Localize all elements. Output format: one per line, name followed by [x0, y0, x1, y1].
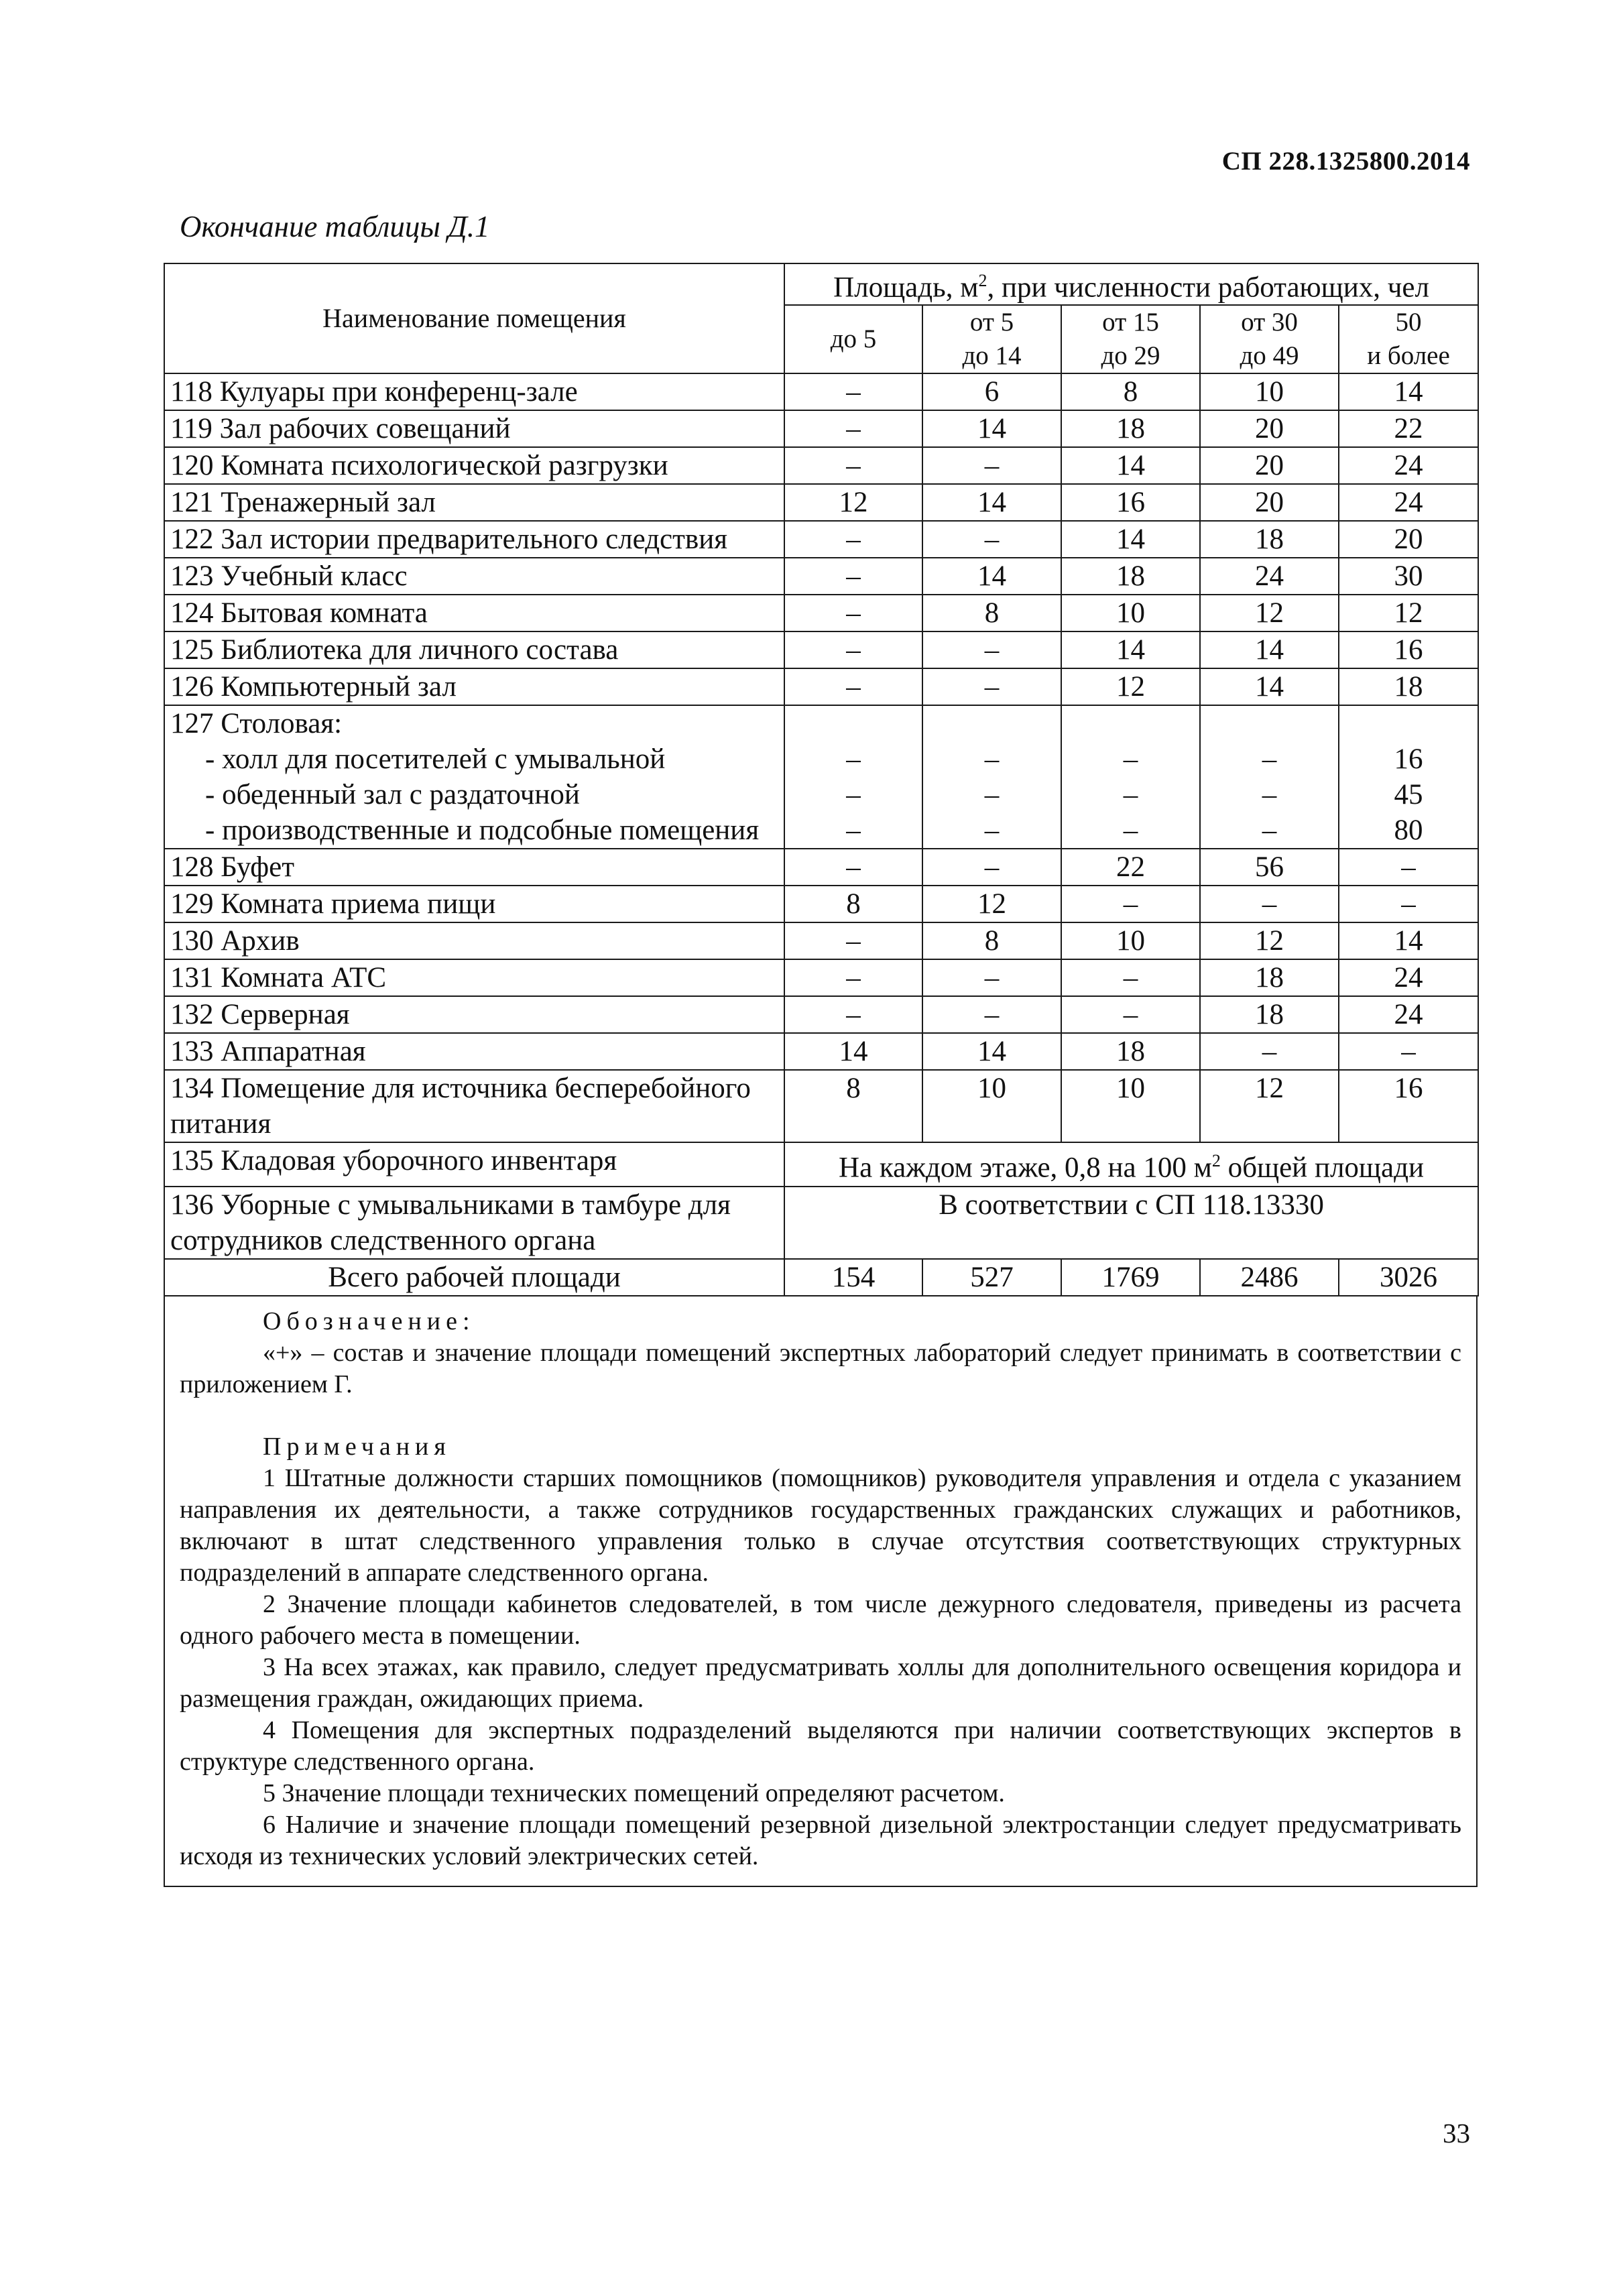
room-name-cell: 120 Комната психологической разгрузки	[164, 447, 784, 484]
value-cell: 24	[1339, 996, 1478, 1033]
table-row	[164, 1033, 1478, 1070]
value-cell: 12	[1200, 922, 1339, 959]
merged-value-cell: В соответствии с СП 118.13330	[784, 1187, 1478, 1259]
value-cell: 10	[1061, 922, 1200, 959]
value-cell: 14	[1061, 521, 1200, 558]
table-row	[164, 484, 1478, 521]
column-header-range	[784, 305, 922, 373]
notes-heading: Примечания	[263, 1432, 451, 1461]
canteen-subitem-value: –	[846, 743, 861, 776]
value-cell: 16	[1339, 631, 1478, 668]
table-row-total	[164, 1259, 1478, 1296]
note-item: 2 Значение площади кабинетов следователей, в том числе дежурного следователя, приведены из расчета одного рабочего места в помещении.	[180, 1589, 1461, 1650]
total-value-cell: 1769	[1061, 1259, 1200, 1296]
value-cell: –	[784, 521, 922, 558]
value-cell: –	[784, 373, 922, 410]
table-row	[164, 631, 1478, 668]
column-header-line-1: от 5	[969, 308, 1014, 337]
note-item: 3 На всех этажах, как правило, следует предусматривать холлы для дополнительного освещения коридора и размещения граждан, ожидающих приема.	[180, 1652, 1461, 1713]
table-row	[164, 922, 1478, 959]
value-cell: –	[784, 922, 922, 959]
value-cell: 18	[1061, 558, 1200, 595]
value-cell: –	[1061, 959, 1200, 996]
total-label-cell: Всего рабочей площади	[164, 1259, 784, 1296]
value-cell	[1339, 705, 1478, 849]
table-row-135	[164, 1142, 1478, 1186]
value-cell: 24	[1200, 558, 1339, 595]
merged-text-prefix: На каждом этаже, 0,8 на 100 м	[839, 1152, 1212, 1184]
column-header-line-1: до 5	[830, 324, 877, 354]
value-cell: 18	[1339, 668, 1478, 705]
value-cell: 8	[784, 1070, 922, 1142]
column-header-line-2: и более	[1367, 341, 1450, 371]
total-value-cell: 2486	[1200, 1259, 1339, 1296]
canteen-subitem-value: –	[1123, 743, 1138, 776]
room-name-cell: 124 Бытовая комната	[164, 595, 784, 631]
value-cell: 22	[1339, 410, 1478, 447]
column-header-line-2: до 14	[962, 341, 1022, 371]
value-cell	[1061, 705, 1200, 849]
room-name-cell: 123 Учебный класс	[164, 558, 784, 595]
value-cell: –	[784, 447, 922, 484]
value-cell: 18	[1061, 410, 1200, 447]
canteen-title: 127 Столовая:	[170, 708, 343, 740]
merged-text-sup: 2	[1211, 1151, 1221, 1171]
column-header-line-2: до 49	[1240, 341, 1299, 371]
value-cell: –	[1200, 886, 1339, 922]
value-cell: –	[922, 447, 1061, 484]
value-cell: –	[922, 521, 1061, 558]
total-value-cell: 3026	[1339, 1259, 1478, 1296]
room-name-cell: 128 Буфет	[164, 849, 784, 886]
table-row	[164, 996, 1478, 1033]
value-cell: 8	[784, 886, 922, 922]
value-cell: 12	[1339, 595, 1478, 631]
value-cell: 20	[1200, 447, 1339, 484]
column-header-line-1: от 30	[1241, 308, 1298, 337]
value-cell: 20	[1200, 484, 1339, 521]
room-name-cell: 122 Зал истории предварительного следствия	[164, 521, 784, 558]
value-cell: 12	[1200, 1070, 1339, 1142]
table-row	[164, 373, 1478, 410]
value-cell: 8	[922, 595, 1061, 631]
value-cell: 10	[922, 1070, 1061, 1142]
canteen-subitem-value: 80	[1394, 814, 1423, 847]
value-cell: 8	[1061, 373, 1200, 410]
room-name-cell: 130 Архив	[164, 922, 784, 959]
room-name-cell: 129 Комната приема пищи	[164, 886, 784, 922]
room-name-cell: 131 Комната АТС	[164, 959, 784, 996]
value-cell	[784, 705, 922, 849]
value-cell: 6	[922, 373, 1061, 410]
spacer-line	[1206, 706, 1333, 741]
value-cell: –	[784, 996, 922, 1033]
room-name-cell: 136 Уборные с умывальниками в тамбуре для сотрудников следственного органа	[164, 1187, 784, 1259]
value-cell	[1200, 705, 1339, 849]
value-cell: –	[1061, 886, 1200, 922]
group-header-suffix: , при численности работающих, чел	[987, 271, 1429, 304]
value-cell: –	[784, 959, 922, 996]
designation-text: «+» – состав и значение площади помещений экспертных лабораторий следует принимать в соответствии с приложением Г.	[180, 1338, 1461, 1398]
value-cell: 14	[922, 410, 1061, 447]
column-header-name: Наименование помещения	[164, 263, 784, 373]
header-row-1	[164, 263, 1478, 305]
value-cell: –	[784, 410, 922, 447]
room-name-cell: 119 Зал рабочих совещаний	[164, 410, 784, 447]
spacer-line	[1345, 706, 1472, 741]
value-cell: –	[922, 631, 1061, 668]
table-row	[164, 1070, 1478, 1142]
room-name-cell: 132 Серверная	[164, 996, 784, 1033]
value-cell: 30	[1339, 558, 1478, 595]
room-name-cell: 125 Библиотека для личного состава	[164, 631, 784, 668]
table-row	[164, 886, 1478, 922]
value-cell: 16	[1061, 484, 1200, 521]
value-cell	[922, 705, 1061, 849]
total-value-cell: 527	[922, 1259, 1061, 1296]
column-group-header	[784, 263, 1478, 305]
note-item: 1 Штатные должности старших помощников (помощников) руководителя управления и отдела с указанием направления их деятельности, а также сотрудников государственных гражданских служащих и работников, включают в штат следственного управления только в случае отсутствия соответствующих структурных подразделений в аппарате следственного органа.	[180, 1463, 1461, 1587]
room-name-cell: 135 Кладовая уборочного инвентаря	[164, 1142, 784, 1186]
canteen-subitem-value: 16	[1394, 743, 1423, 776]
room-name-cell: 121 Тренажерный зал	[164, 484, 784, 521]
value-cell: –	[922, 849, 1061, 886]
value-cell: 10	[1061, 595, 1200, 631]
table-container	[164, 263, 1478, 1887]
value-cell: 24	[1339, 484, 1478, 521]
value-cell: 14	[1339, 922, 1478, 959]
value-cell: –	[1339, 849, 1478, 886]
table-body	[164, 373, 1478, 1295]
note-item: 5 Значение площади технических помещений определяют расчетом.	[263, 1778, 1005, 1807]
canteen-subitem-value: –	[984, 743, 1000, 776]
canteen-subitem-value: –	[1123, 779, 1138, 811]
value-cell: –	[1061, 996, 1200, 1033]
column-header-line-1: 50	[1395, 308, 1422, 337]
table-row	[164, 849, 1478, 886]
area-table	[164, 263, 1479, 1296]
value-cell: 12	[784, 484, 922, 521]
value-cell: 56	[1200, 849, 1339, 886]
room-name-cell: 133 Аппаратная	[164, 1033, 784, 1070]
value-cell: –	[1200, 1033, 1339, 1070]
table-row	[164, 521, 1478, 558]
value-cell: 8	[922, 922, 1061, 959]
value-cell: 14	[1200, 631, 1339, 668]
column-header-line-2: до 29	[1101, 341, 1160, 371]
table-row-canteen	[164, 705, 1478, 849]
column-header-range	[1339, 305, 1478, 373]
value-cell: 20	[1200, 410, 1339, 447]
canteen-subitem-value: –	[1262, 743, 1277, 776]
canteen-subitem-value: –	[984, 779, 1000, 811]
value-cell: 12	[922, 886, 1061, 922]
value-cell: 14	[922, 484, 1061, 521]
value-cell: –	[922, 668, 1061, 705]
room-name-cell: 118 Кулуары при конференц-зале	[164, 373, 784, 410]
room-name-cell: 134 Помещение для источника бесперебойного питания	[164, 1070, 784, 1142]
column-header-range	[922, 305, 1061, 373]
canteen-subitem-value: 45	[1394, 779, 1423, 811]
merged-value-cell	[784, 1142, 1478, 1186]
notes-list	[180, 1463, 1461, 1872]
canteen-subitem-value: –	[1262, 814, 1277, 847]
value-cell: 22	[1061, 849, 1200, 886]
value-cell: 14	[1061, 631, 1200, 668]
table-row	[164, 447, 1478, 484]
value-cell: –	[784, 558, 922, 595]
canteen-subitem-value: –	[1123, 814, 1138, 847]
page-number: 33	[1443, 2118, 1470, 2149]
value-cell: 20	[1339, 521, 1478, 558]
value-cell: 18	[1200, 959, 1339, 996]
table-row-136	[164, 1187, 1478, 1259]
total-value-cell: 154	[784, 1259, 922, 1296]
value-cell: 14	[922, 558, 1061, 595]
value-cell: 12	[1061, 668, 1200, 705]
value-cell: 24	[1339, 447, 1478, 484]
notes-block	[164, 1296, 1478, 1887]
canteen-subitem: - производственные и подсобные помещения	[205, 814, 760, 847]
column-header-range	[1200, 305, 1339, 373]
value-cell: –	[784, 595, 922, 631]
value-cell: 14	[1200, 668, 1339, 705]
value-cell: –	[922, 959, 1061, 996]
value-cell: 14	[922, 1033, 1061, 1070]
value-cell: 16	[1339, 1070, 1478, 1142]
canteen-subitem-value: –	[846, 779, 861, 811]
canteen-subitem: - холл для посетителей с умывальной	[205, 743, 666, 776]
canteen-subitem-value: –	[1262, 779, 1277, 811]
note-item: 6 Наличие и значение площади помещений резервной дизельной электростанции следует предусматривать исходя из технических условий электрических сетей.	[180, 1810, 1461, 1870]
table-row	[164, 959, 1478, 996]
value-cell: –	[1339, 1033, 1478, 1070]
column-header-line-1: от 15	[1102, 308, 1159, 337]
value-cell: 14	[1339, 373, 1478, 410]
value-cell: –	[1339, 886, 1478, 922]
value-cell: 18	[1200, 996, 1339, 1033]
value-cell: –	[784, 631, 922, 668]
value-cell: 14	[784, 1033, 922, 1070]
column-header-range	[1061, 305, 1200, 373]
table-row	[164, 595, 1478, 631]
value-cell: 10	[1061, 1070, 1200, 1142]
value-cell: 12	[1200, 595, 1339, 631]
table-row	[164, 410, 1478, 447]
value-cell: –	[922, 996, 1061, 1033]
table-caption: Окончание таблицы Д.1	[180, 210, 490, 243]
spacer-line	[790, 706, 916, 741]
value-cell: –	[784, 849, 922, 886]
room-name-cell	[164, 705, 784, 849]
room-name-cell: 126 Компьютерный зал	[164, 668, 784, 705]
value-cell: 14	[1061, 447, 1200, 484]
value-cell: –	[784, 668, 922, 705]
spacer-line	[928, 706, 1055, 741]
value-cell: 18	[1200, 521, 1339, 558]
designation-heading: Обозначение:	[263, 1307, 475, 1335]
table-row	[164, 668, 1478, 705]
merged-text-suffix: общей площади	[1220, 1152, 1425, 1184]
group-header-sup: 2	[978, 271, 987, 290]
canteen-subitem-value: –	[984, 814, 1000, 847]
spacer-line	[1067, 706, 1194, 741]
canteen-subitem: - обеденный зал с раздаточной	[205, 779, 580, 811]
value-cell: 24	[1339, 959, 1478, 996]
document-code: СП 228.1325800.2014	[1221, 147, 1470, 176]
canteen-subitem-value: –	[846, 814, 861, 847]
value-cell: 18	[1061, 1033, 1200, 1070]
table-row	[164, 558, 1478, 595]
note-item: 4 Помещения для экспертных подразделений выделяются при наличии соответствующих экспертов в структуре следственного органа.	[180, 1715, 1461, 1776]
group-header-prefix: Площадь, м	[833, 271, 979, 304]
value-cell: 10	[1200, 373, 1339, 410]
